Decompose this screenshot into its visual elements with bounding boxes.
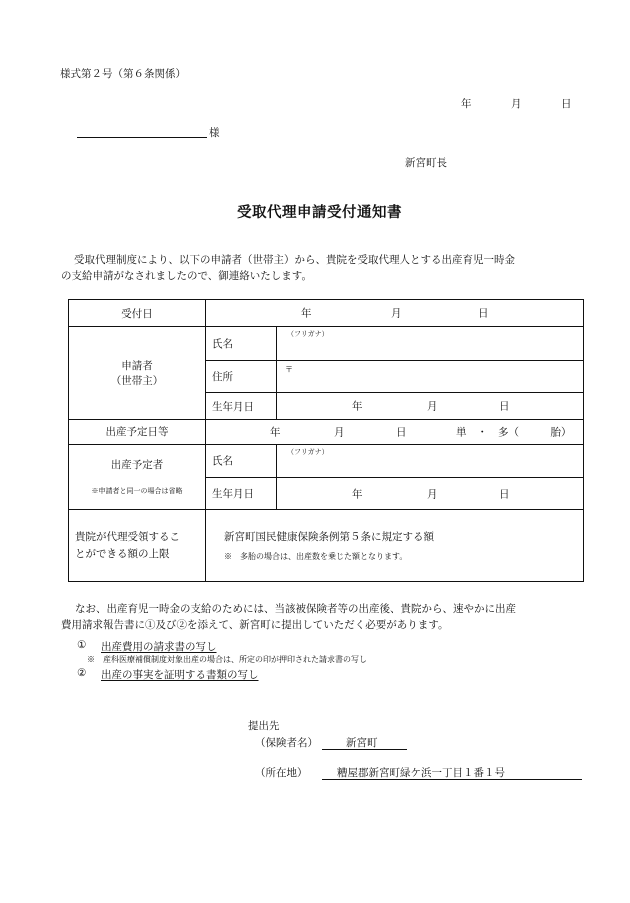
applicant-name-label: 氏名: [206, 327, 277, 360]
location-value: 糟屋郡新宮町緑ケ浜一丁目１番１号: [337, 767, 505, 779]
applicant-label-2: （世帯主）: [110, 375, 164, 388]
limit-label: [69, 510, 206, 582]
due-date-field: [206, 420, 584, 444]
expectant-name-label: 氏名: [206, 444, 277, 477]
applicant-birth-year: 年: [352, 400, 363, 413]
expectant-birth-field: [277, 477, 584, 509]
insurer-underline: [322, 749, 407, 750]
receipt-date-label: 受付日: [69, 300, 206, 327]
applicant-furigana: （フリガナ）: [287, 330, 329, 339]
limit-value-cell: [206, 510, 584, 582]
row-expectant-name: [69, 444, 584, 477]
expectant-label: 出産予定者: [110, 459, 164, 472]
applicant-birth-field: [277, 392, 584, 419]
applicant-birth-month: 月: [427, 400, 438, 413]
expectant-birth-day: 日: [499, 488, 510, 501]
applicant-name-field: [277, 327, 584, 360]
item-1-text: 出産費用の請求書の写し: [101, 641, 217, 653]
limit-value: 新宮町国民健康保険条例第５条に規定する額: [224, 531, 434, 544]
location-label: （所在地）: [255, 767, 308, 779]
closing-line-1: なお、出産育児一時金の支給のためには、当該被保険者等の出産後、貴院から、速やかに出産: [75, 603, 516, 615]
postal-mark: 〒: [285, 364, 293, 374]
due-year: 年: [270, 426, 281, 439]
limit-note: ※ 多胎の場合は、出産数を乗じた額となります。: [224, 552, 408, 562]
expectant-birth-month: 月: [427, 488, 438, 501]
closing-line-2: 費用請求報告書に①及び②を添えて、新宮町に提出していただく必要があります。: [61, 619, 449, 631]
expectant-note: ※申請者と同一の場合は省略: [91, 487, 183, 496]
insurer-label: （保険者名）: [255, 737, 318, 749]
addressee-suffix: 様: [209, 127, 220, 139]
row-applicant-name: [69, 327, 584, 360]
expectant-birth-year: 年: [352, 488, 363, 501]
limit-label-2: とができる額の上限: [75, 547, 170, 560]
receipt-month: 月: [391, 307, 402, 320]
location-underline: [322, 779, 582, 780]
due-month: 月: [334, 426, 345, 439]
item-1-number: ①: [77, 639, 87, 651]
intro-line-1: 受取代理制度により、以下の申請者（世帯主）から、貴院を受取代理人とする出産育児一時金: [74, 254, 515, 266]
due-date-label: 出産予定日等: [69, 420, 206, 444]
applicant-address-label: 住所: [206, 360, 277, 392]
expectant-label-cell: [69, 444, 206, 510]
item-2-text: 出産の事実を証明する書類の写し: [101, 669, 259, 681]
applicant-label-1: 申請者: [121, 360, 153, 373]
item-2-number: ②: [77, 667, 87, 679]
page-title: 受取代理申請受付通知書: [237, 204, 402, 221]
date-month: 月: [511, 98, 522, 110]
expectant-furigana: （フリガナ）: [287, 447, 329, 456]
row-limit: [69, 510, 584, 582]
expectant-name-field: [277, 444, 584, 477]
date-year: 年: [461, 98, 472, 110]
applicant-address-field: [277, 360, 584, 392]
due-day: 日: [396, 426, 407, 439]
receipt-date-field: [206, 300, 584, 327]
applicant-birth-day: 日: [499, 400, 510, 413]
submit-heading: 提出先: [248, 720, 280, 732]
item-1-note: ※ 産科医療補償制度対象出産の場合は、所定の印が押印された請求書の写し: [87, 655, 367, 664]
applicant-birth-label: 生年月日: [206, 392, 277, 419]
addressee-underline: [77, 137, 207, 138]
single-multi: 単 ・ 多（ 胎）: [456, 426, 572, 439]
row-receipt-date: [69, 300, 584, 327]
intro-line-2: の支給申請がなされましたので、御連絡いたします。: [61, 270, 312, 282]
notification-table: [68, 299, 584, 582]
insurer-value: 新宮町: [346, 737, 378, 749]
applicant-label: [69, 327, 206, 420]
date-day: 日: [561, 98, 572, 110]
form-number: 様式第２号（第６条関係）: [60, 68, 186, 80]
issuer: 新宮町長: [405, 157, 447, 169]
limit-label-1: 貴院が代理受領するこ: [75, 530, 180, 543]
row-due-date: [69, 420, 584, 444]
receipt-day: 日: [478, 307, 489, 320]
receipt-year: 年: [301, 307, 312, 320]
expectant-birth-label: 生年月日: [206, 477, 277, 509]
